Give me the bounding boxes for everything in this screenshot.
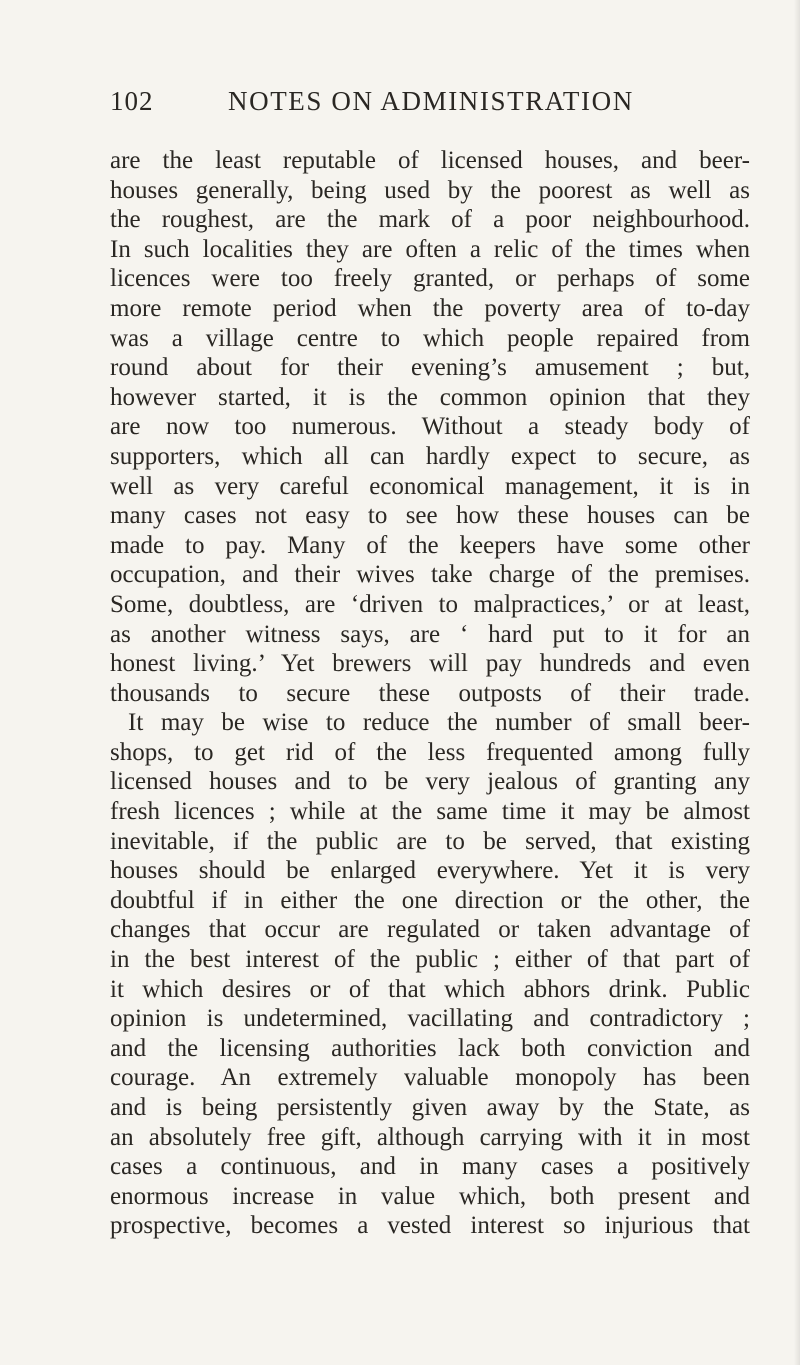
text-line: In such localities they are often a relic of the times when [110,235,750,263]
text-line: was a village centre to which people repaired from [110,324,750,352]
text-line: however started, it is the common opinion that they [110,383,750,411]
text-line: the roughest, are the mark of a poor neighbourhood. [110,206,750,234]
text-line: houses generally, being used by the poorest as well as [110,176,750,204]
text-line: are the least reputable of licensed houses, and beer- [110,147,750,174]
text-line: are now too numerous. Without a steady body of [110,413,750,441]
running-title: NOTES ON ADMINISTRATION [228,86,634,116]
text-line: courage. An extremely valuable monopoly has been [110,1064,750,1092]
text-line: it which desires or of that which abhors drink. Public [110,975,750,1003]
running-head [110,82,670,122]
text-line: well as very careful economical management, it is in [110,472,750,500]
text-line: prospective, becomes a vested interest so injurious that [110,1212,750,1240]
text-line: houses should be enlarged everywhere. Yet it is very [110,857,750,885]
text-line: made to pay. Many of the keepers have some other [110,531,750,559]
text-line: in the best interest of the public ; either of that part of [110,946,750,974]
text-line: supporters, which all can hardly expect to secure, as [110,442,750,470]
text-line: licensed houses and to be very jealous of granting any [110,768,750,796]
text-line: honest living.’ Yet brewers will pay hundreds and even [110,650,750,678]
text-line: as another witness says, are ‘ hard put to it for an [110,620,750,648]
text-line: licences were too freely granted, or perhaps of some [110,265,750,293]
page-edge-shadow [794,0,800,1365]
text-line: fresh licences ; while at the same time it may be almost [110,798,750,826]
text-line: enormous increase in value which, both present and [110,1182,750,1210]
text-line: inevitable, if the public are to be served, that existing [110,827,750,855]
text-line: changes that occur are regulated or taken advantage of [110,916,750,944]
text-line: doubtful if in either the one direction or the other, the [110,886,750,914]
text-line: round about for their evening’s amusement ; but, [110,354,750,382]
text-line: more remote period when the poverty area of to-day [110,294,750,322]
text-line: opinion is undetermined, vacillating and contradictory ; [110,1005,750,1033]
text-line: and the licensing authorities lack both conviction and [110,1034,750,1062]
text-line: shops, to get rid of the less frequented among fully [110,738,750,766]
page-number: 102 [110,86,154,116]
text-line: cases a continuous, and in many cases a positively [110,1153,750,1181]
text-line: thousands to secure these outposts of their trade. [110,679,750,707]
text-line: an absolutely free gift, although carrying with it in most [110,1123,750,1151]
text-line: occupation, and their wives take charge of the premises. [110,561,750,589]
text-line: Some, doubtless, are ‘driven to malpractices,’ or at least, [110,590,750,618]
body-text [110,146,750,1241]
text-line: and is being persistently given away by the State, as [110,1094,750,1121]
text-line: many cases not easy to see how these houses can be [110,502,750,530]
text-line-paragraph-start: It may be wise to reduce the number of small beer- [128,709,750,737]
